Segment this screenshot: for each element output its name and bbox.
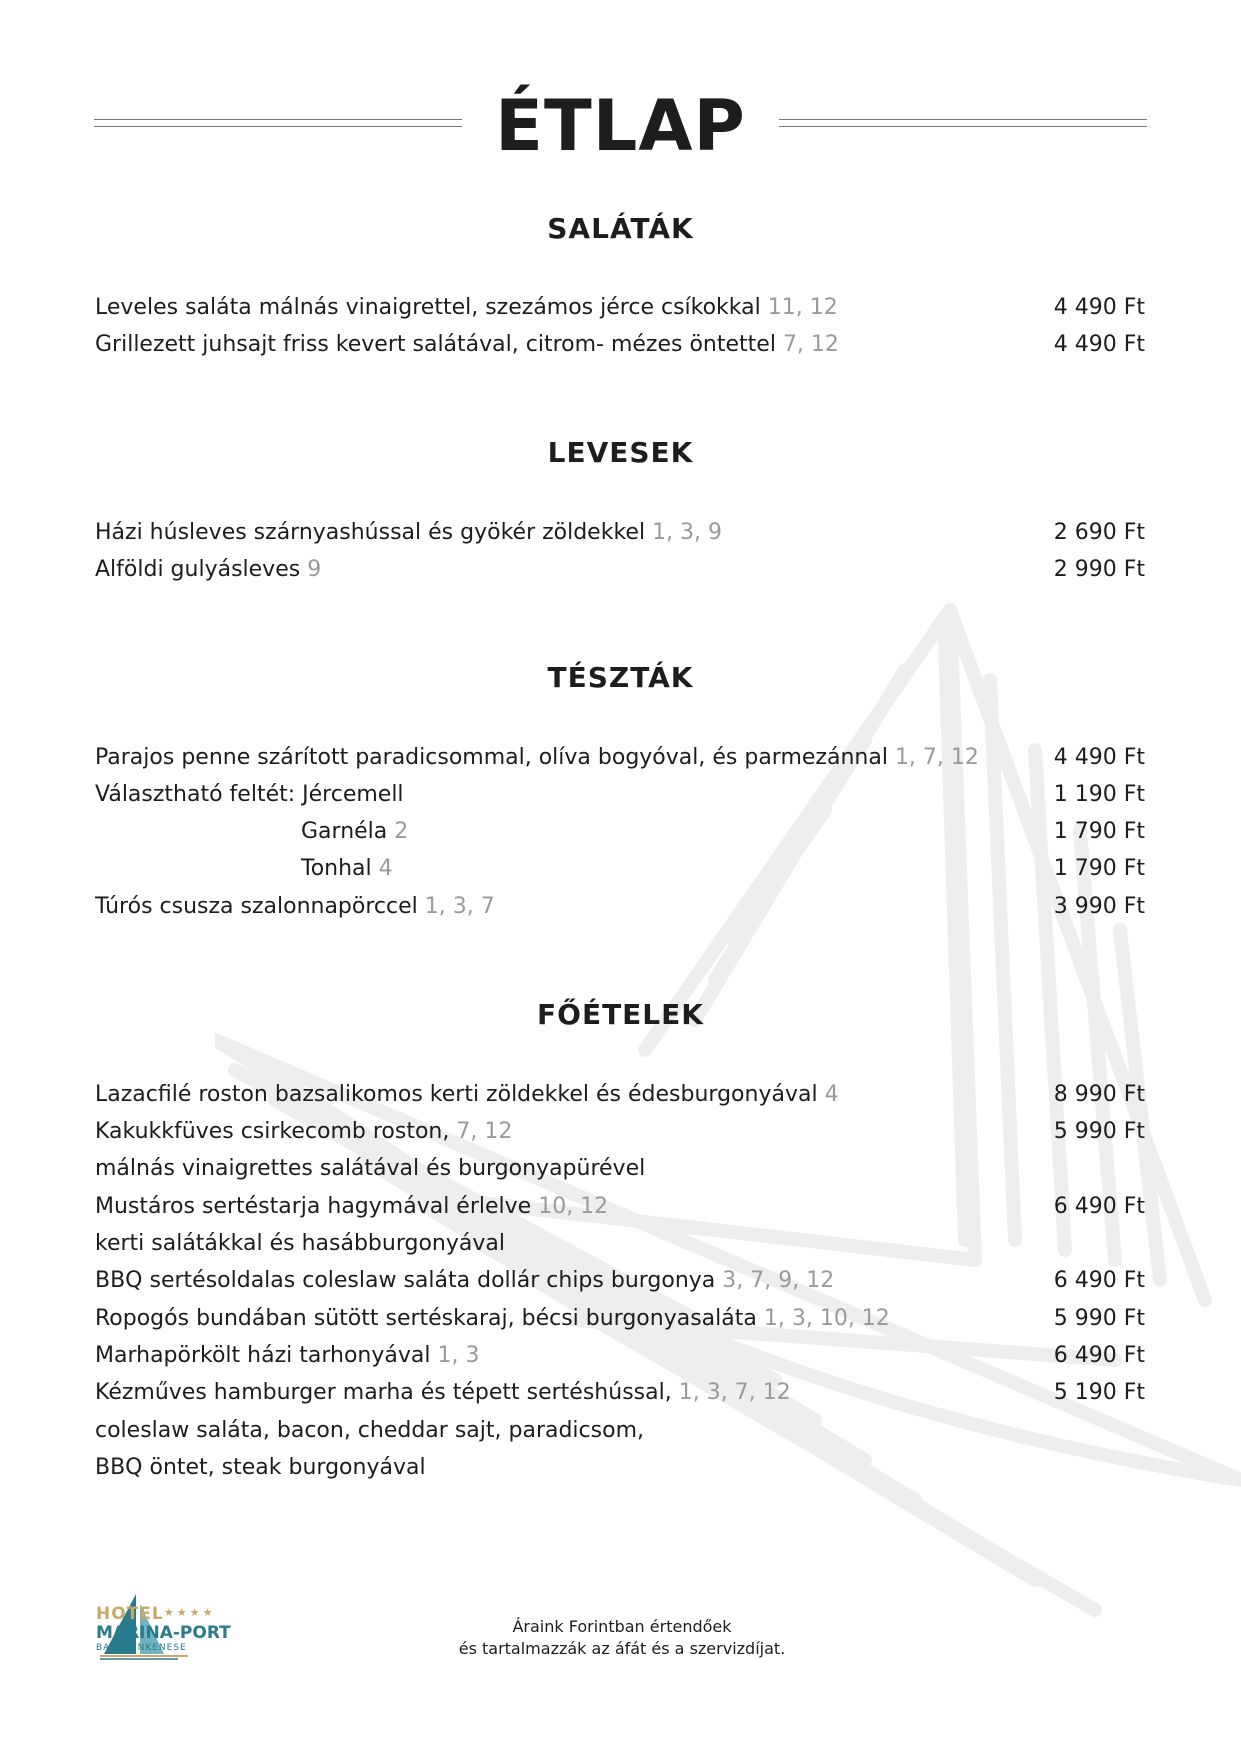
logo-stars: ★★★★	[164, 1606, 216, 1619]
menu-item-continuation	[95, 1150, 1145, 1187]
item-name: Grillezett juhsajt friss kevert salátával, citrom- mézes öntettel	[95, 332, 776, 357]
item-allergens: 1, 3	[437, 1343, 480, 1368]
menu-item	[95, 850, 1145, 887]
section-heading-soups: LEVESEK	[547, 436, 694, 469]
item-allergens: 11, 12	[767, 295, 838, 320]
item-price: 6 490 Ft	[1053, 1268, 1145, 1293]
menu-item	[95, 776, 1145, 813]
item-price: 6 490 Ft	[1053, 1194, 1145, 1219]
logo-hotel-label: HOTEL	[96, 1604, 164, 1624]
menu-item-continuation	[95, 1412, 1145, 1449]
logo-place: BALATONKENESE	[96, 1643, 187, 1653]
item-name: Házi húsleves szárnyashússal és gyökér zöldekkel	[95, 520, 646, 545]
menu-item	[95, 551, 1145, 588]
item-price: 5 990 Ft	[1053, 1119, 1145, 1144]
menu-item	[95, 1076, 1145, 1113]
item-name: Marhapörkölt házi tarhonyával	[95, 1343, 431, 1368]
menu-item	[95, 813, 1145, 850]
menu-item	[95, 514, 1145, 551]
item-name: Kakukkfüves csirkecomb roston,	[95, 1119, 450, 1144]
item-name: BBQ öntet, steak burgonyával	[95, 1455, 426, 1480]
page-title: ÉTLAP	[495, 85, 746, 167]
item-price: 4 490 Ft	[1053, 332, 1145, 357]
menu-item	[95, 1188, 1145, 1225]
menu-item	[95, 1300, 1145, 1337]
item-allergens: 1, 3, 9	[652, 520, 723, 545]
title-rule-right	[779, 119, 1147, 127]
item-name: Ropogós bundában sütött sertéskaraj, bécsi burgonyasaláta	[95, 1306, 757, 1331]
item-name: Tonhal	[301, 856, 372, 881]
item-allergens: 2	[394, 819, 409, 844]
item-price: 1 190 Ft	[1053, 782, 1145, 807]
menu-item	[95, 1113, 1145, 1150]
footnote-line-2: és tartalmazzák az áfát és a szervizdíjat.	[458, 1639, 786, 1658]
item-name: Kézműves hamburger marha és tépett sertéshússal,	[95, 1380, 672, 1405]
item-allergens: 1, 7, 12	[894, 745, 979, 770]
item-name: Túrós csusza szalonnapörccel	[95, 894, 418, 919]
item-name: Leveles saláta málnás vinaigrettel, szezámos jérce csíkokkal	[95, 295, 761, 320]
item-allergens: 1, 3, 10, 12	[763, 1306, 890, 1331]
menu-item	[95, 289, 1145, 326]
item-price: 1 790 Ft	[1053, 856, 1145, 881]
item-price: 2 990 Ft	[1053, 557, 1145, 582]
item-price: 5 990 Ft	[1053, 1306, 1145, 1331]
item-price: 8 990 Ft	[1053, 1082, 1145, 1107]
menu-item	[95, 739, 1145, 776]
item-price: 4 490 Ft	[1053, 745, 1145, 770]
item-allergens: 1, 3, 7, 12	[678, 1380, 791, 1405]
item-name: BBQ sertésoldalas coleslaw saláta dollár chips burgonya	[95, 1268, 716, 1293]
menu-item-continuation	[95, 1225, 1145, 1262]
menu-item	[95, 1337, 1145, 1374]
item-name: Mustáros sertéstarja hagymával érlelve	[95, 1194, 532, 1219]
menu-item	[95, 1262, 1145, 1299]
item-allergens: 7, 12	[782, 332, 839, 357]
item-name: Választható feltét: Jércemell	[95, 782, 404, 807]
item-name: Lazacfilé roston bazsalikomos kerti zöldekkel és édesburgonyával	[95, 1082, 818, 1107]
item-allergens: 3, 7, 9, 12	[722, 1268, 835, 1293]
item-price: 6 490 Ft	[1053, 1343, 1145, 1368]
logo-name: MARINA-PORT	[96, 1623, 231, 1643]
item-price: 1 790 Ft	[1053, 819, 1145, 844]
item-name: Garnéla	[301, 819, 388, 844]
footnote-line-1: Áraink Forintban értendőek	[512, 1617, 732, 1636]
item-name: Parajos penne szárított paradicsommal, olíva bogyóval, és parmezánnal	[95, 745, 888, 770]
menu-item	[95, 888, 1145, 925]
title-rule-left	[94, 119, 462, 127]
section-heading-pastas: TÉSZTÁK	[547, 661, 694, 694]
item-name: málnás vinaigrettes salátával és burgonyapürével	[95, 1156, 646, 1181]
menu-item	[95, 326, 1145, 363]
item-allergens: 4	[824, 1082, 839, 1107]
item-price: 4 490 Ft	[1053, 295, 1145, 320]
section-heading-salads: SALÁTÁK	[547, 212, 694, 245]
item-allergens: 7, 12	[456, 1119, 513, 1144]
item-allergens: 4	[378, 856, 393, 881]
item-allergens: 10, 12	[538, 1194, 609, 1219]
item-price: 5 190 Ft	[1053, 1380, 1145, 1405]
item-price: 3 990 Ft	[1053, 894, 1145, 919]
menu-item-continuation	[95, 1449, 1145, 1486]
item-name: coleslaw saláta, bacon, cheddar sajt, paradicsom,	[95, 1418, 644, 1443]
section-heading-mains: FŐÉTELEK	[537, 998, 704, 1031]
item-allergens: 1, 3, 7	[424, 894, 495, 919]
item-name: kerti salátákkal és hasábburgonyával	[95, 1231, 505, 1256]
price-footnote	[400, 1616, 844, 1660]
item-price: 2 690 Ft	[1053, 520, 1145, 545]
item-name: Alföldi gulyásleves	[95, 557, 301, 582]
title-row	[94, 78, 1147, 178]
item-allergens: 9	[307, 557, 322, 582]
menu-item	[95, 1374, 1145, 1411]
